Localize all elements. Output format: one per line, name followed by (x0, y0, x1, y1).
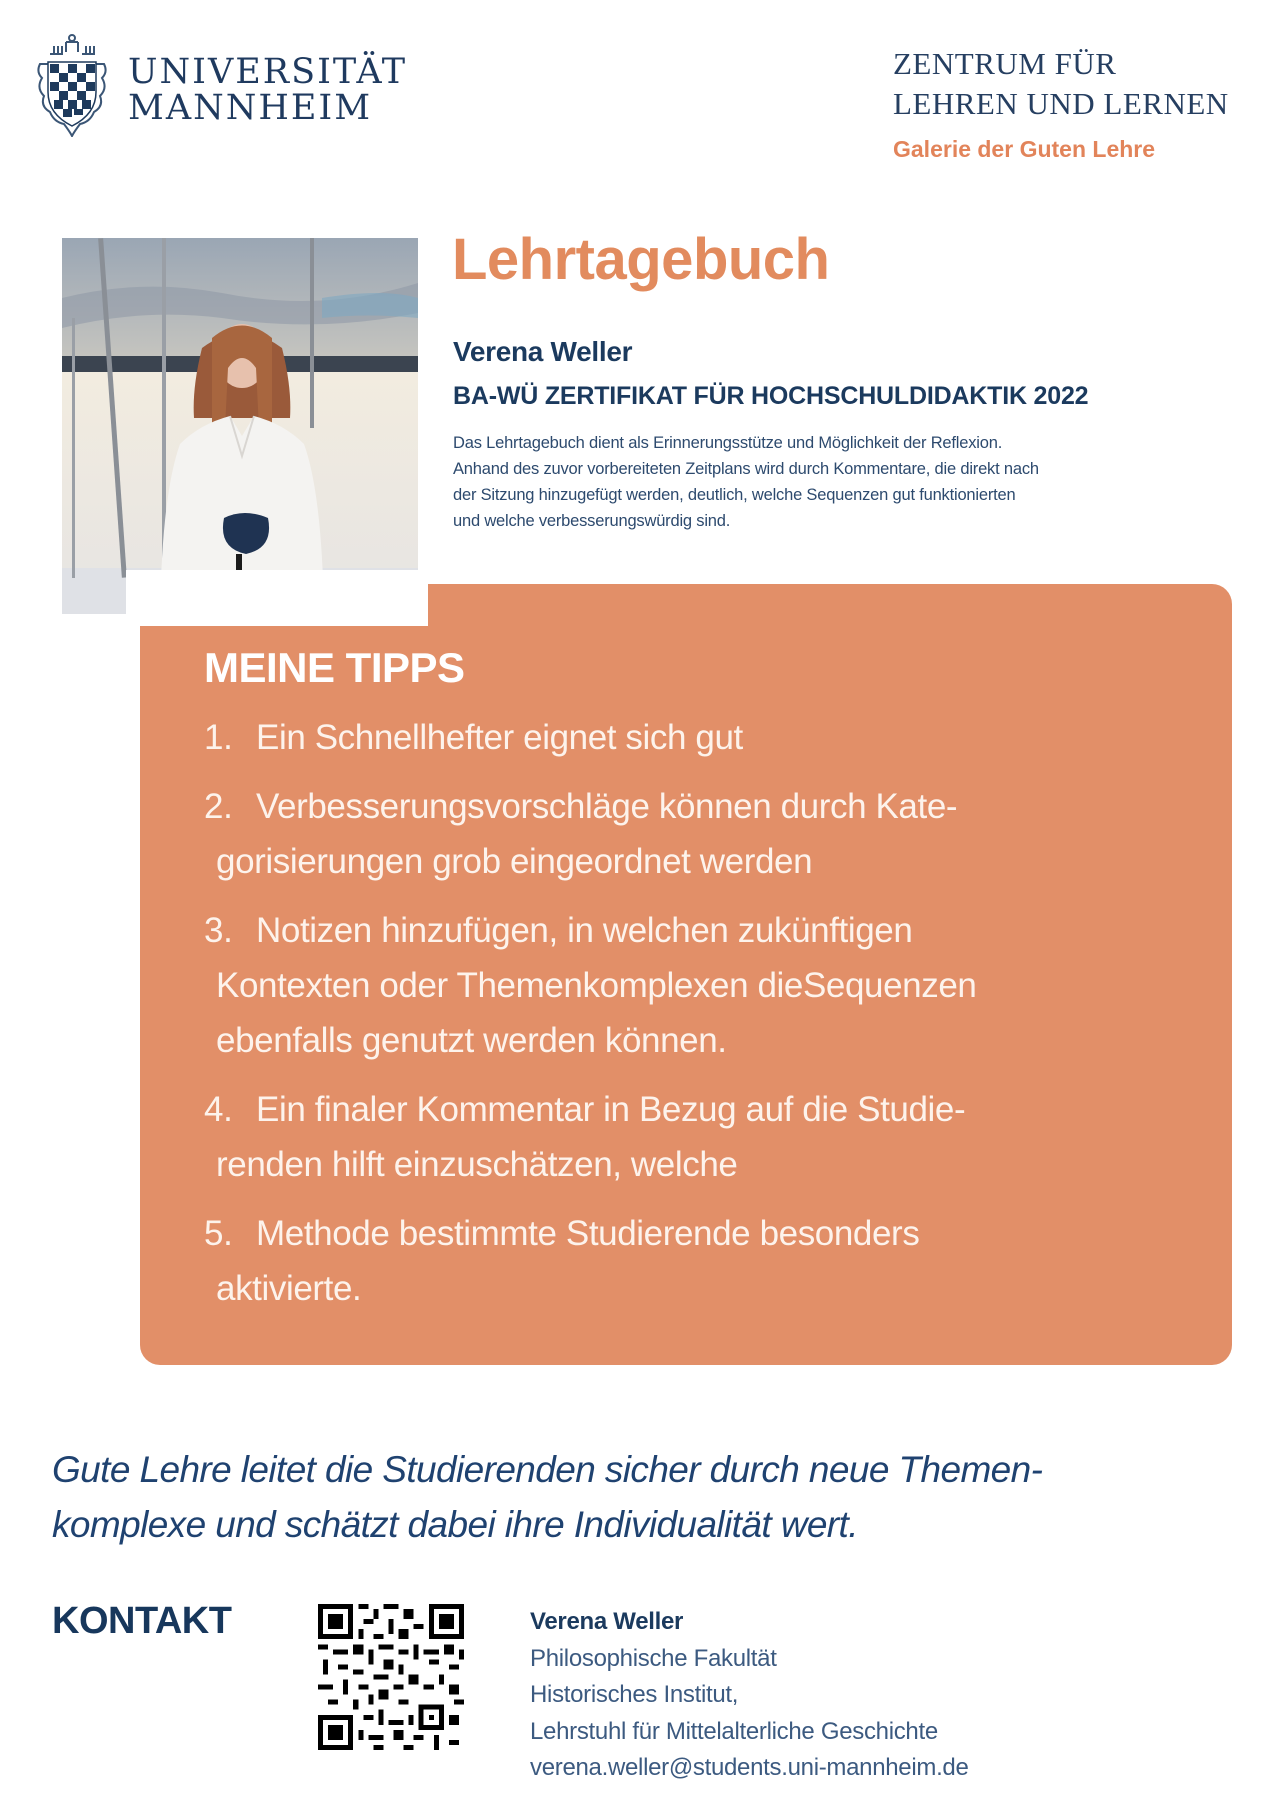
quote-line: komplexe und schätzt dabei ihre Individualität wert. (52, 1504, 858, 1545)
description-line: Anhand des zuvor vorbereiteten Zeitplans wird durch Kommentare, die direkt nach (453, 460, 1039, 478)
tip-number: 5. (204, 1214, 233, 1253)
university-wordmark (128, 54, 407, 126)
tips-list (204, 710, 1214, 1330)
tip-item (204, 1206, 1214, 1316)
contact-faculty: Philosophische Fakultät (530, 1644, 777, 1672)
description (453, 430, 1243, 534)
contact-institute: Historisches Institut, (530, 1681, 739, 1708)
tip-text: Kontexten oder Themenkomplexen dieSequenzen (216, 966, 977, 1005)
photo-notch (126, 570, 428, 626)
tip-number: 3. (204, 911, 233, 950)
university-crest-icon (32, 32, 112, 137)
tip-item (204, 710, 1214, 765)
tip-text: ebenfalls genutzt werden können. (216, 1021, 727, 1060)
contact-chair: Lehrstuhl für Mittelalterliche Geschichte (530, 1717, 938, 1745)
center-name (893, 44, 1229, 124)
tip-item (204, 903, 1214, 1068)
tips-heading: MEINE TIPPS (204, 644, 465, 691)
contact-heading: KONTAKT (52, 1600, 232, 1642)
center-name-line1: ZENTRUM FÜR (893, 46, 1117, 81)
tip-text: Notizen hinzufügen, in welchen zukünftigen (256, 911, 913, 950)
quote-line: Gute Lehre leitet die Studierenden sicher durch neue Themen- (52, 1449, 1043, 1490)
gallery-subtitle: Galerie der Guten Lehre (893, 136, 1156, 162)
certificate-label: BA-WÜ ZERTIFIKAT FÜR HOCHSCHULDIDAKTIK 2022 (453, 382, 1089, 410)
center-name-line2: LEHREN UND LERNEN (893, 86, 1229, 121)
contact-name: Verena Weller (530, 1608, 684, 1635)
description-line: Das Lehrtagebuch dient als Erinnerungsstütze und Möglichkeit der Reflexion. (453, 434, 1003, 452)
tip-text: gorisierungen grob eingeordnet werden (216, 842, 813, 881)
university-name-line1: UNIVERSITÄT (128, 52, 408, 92)
page-title: Lehrtagebuch (452, 227, 830, 292)
tip-number: 2. (204, 787, 233, 826)
tip-text: Ein finaler Kommentar in Bezug auf die Studie- (256, 1090, 966, 1129)
tip-text: renden hilft einzuschätzen, welche (216, 1145, 738, 1184)
teaching-quote (52, 1442, 1252, 1552)
tip-text: aktivierte. (216, 1269, 362, 1308)
tip-number: 4. (204, 1090, 233, 1129)
author-name: Verena Weller (453, 336, 633, 367)
tip-text: Ein Schnellhefter eignet sich gut (256, 718, 743, 757)
contact-details (530, 1604, 969, 1787)
tip-text: Methode bestimmte Studierende besonders (256, 1214, 920, 1253)
qr-code-icon[interactable] (318, 1604, 464, 1750)
portrait-photo (62, 238, 418, 614)
university-name-line2: MANNHEIM (128, 88, 373, 128)
tip-item (204, 1082, 1214, 1192)
tip-item (204, 779, 1214, 889)
description-line: und welche verbesserungswürdig sind. (453, 512, 731, 530)
contact-email-link[interactable]: verena.weller@students.uni-mannheim.de (530, 1754, 969, 1781)
tip-text: Verbesserungsvorschläge können durch Kate- (256, 787, 958, 826)
description-line: der Sitzung hinzugefügt werden, deutlich, welche Sequenzen gut funktionierten (453, 486, 1016, 504)
tip-number: 1. (204, 718, 233, 757)
